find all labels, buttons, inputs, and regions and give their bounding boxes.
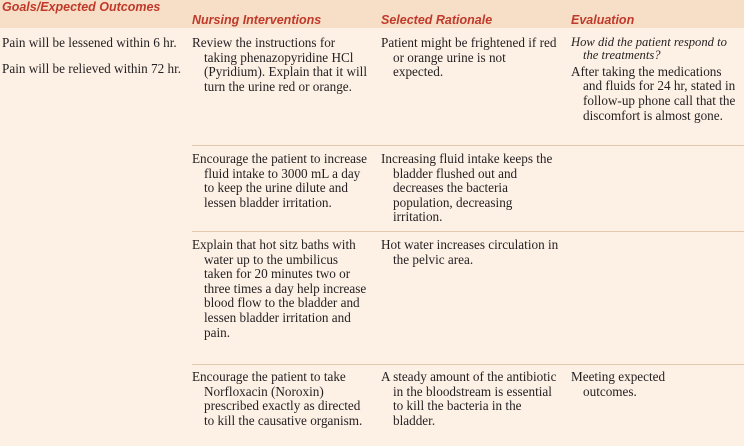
header-rationale: Selected Rationale bbox=[381, 13, 493, 27]
header-evaluation: Evaluation bbox=[571, 13, 635, 27]
header-interventions: Nursing Interventions bbox=[192, 13, 322, 27]
goal-2: Pain will be relieved within 72 hr. bbox=[2, 60, 182, 76]
table-row-4-rationale: A steady amount of the antibiotic in the bloodstream is essential to kill the bacteria in the bladder. bbox=[381, 369, 557, 428]
goal-1: Pain will be lessened within 6 hr. bbox=[2, 35, 177, 50]
table-row-3-rationale: Hot water increases circulation in the pelvic area. bbox=[381, 237, 559, 267]
row-divider bbox=[192, 231, 744, 232]
table-row-1-intervention: Review the instructions for taking phenazopyridine HCl (Pyridium). Explain that it will turn the urine red or orange. bbox=[192, 35, 367, 94]
table-row-1-rationale: Patient might be frightened if red or orange urine is not expected. bbox=[381, 35, 557, 80]
row-divider bbox=[192, 145, 744, 146]
table-row-4-evaluation: Meeting expected outcomes. bbox=[571, 369, 666, 399]
evaluation-text: After taking the medications and fluids for 24 hr, stated in follow-up phone call that the discomfort is almost gone. bbox=[571, 63, 736, 123]
goals-cell bbox=[2, 36, 187, 76]
table-row-2-intervention: Encourage the patient to increase fluid intake to 3000 mL a day to keep the urine dilute and lessen bladder irritation. bbox=[192, 151, 368, 210]
table-header bbox=[0, 0, 744, 28]
evaluation-question: How did the patient respond to the treatments? bbox=[571, 35, 727, 63]
table-row-3-intervention: Explain that hot sitz baths with water up to the umbilicus taken for 20 minutes two or three times a day help increase blood flow to the bladder and lessen bladder irritation and pain. bbox=[192, 237, 367, 340]
table-row-2-rationale: Increasing fluid intake keeps the bladder flushed out and decreases the bacteria population, decreasing irritation. bbox=[381, 151, 553, 225]
header-goals: Goals/Expected Outcomes bbox=[2, 0, 161, 14]
table-row-4-intervention: Encourage the patient to take Norfloxacin (Noroxin) prescribed exactly as directed to kill the causative organism. bbox=[192, 369, 363, 428]
table-row-1-evaluation bbox=[571, 36, 741, 123]
row-divider bbox=[192, 364, 744, 365]
